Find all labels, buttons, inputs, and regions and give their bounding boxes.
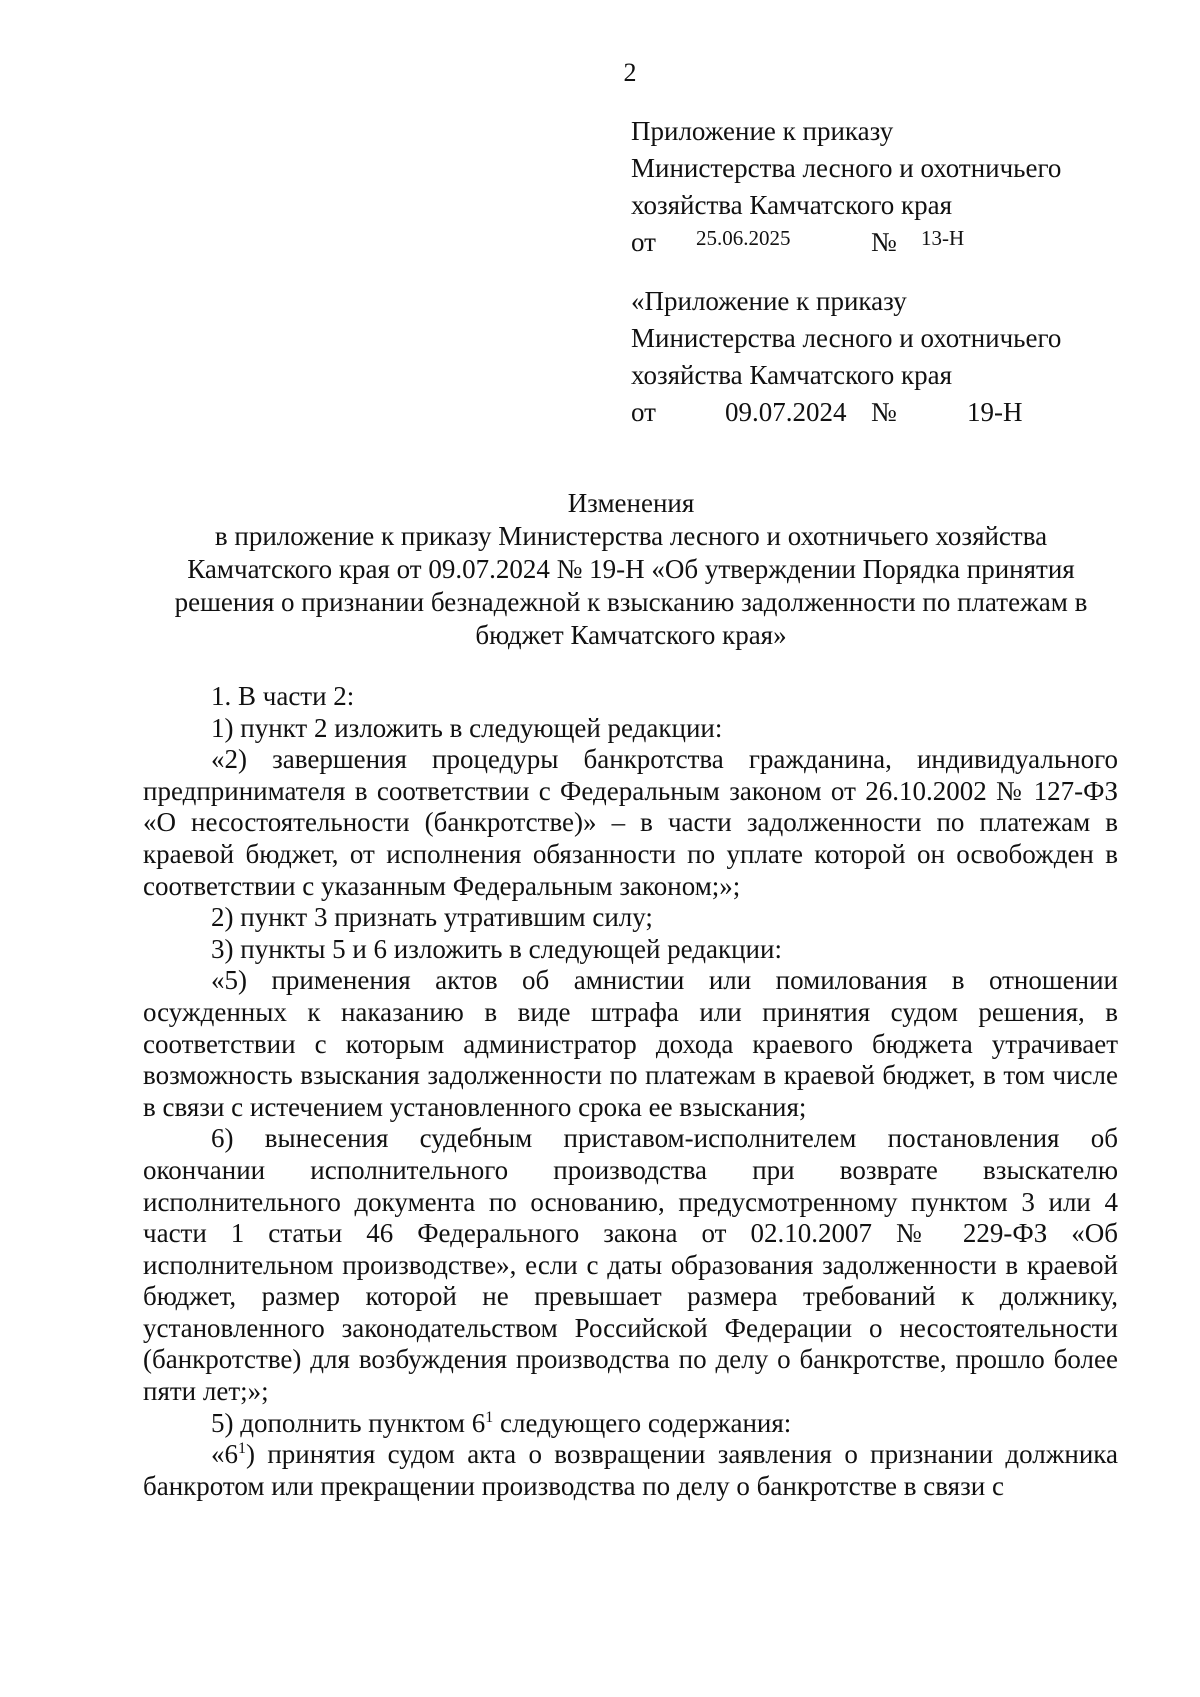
title-line: Изменения [567,488,695,518]
annex-date-number [631,394,1061,431]
annex-line: «Приложение к приказу [631,286,907,316]
order-number: 19-Н [967,397,1023,427]
paragraph-text: ) принятия судом акта о возвращении заявления о признании должника банкротом или прекращении производства по делу о банкротстве в связи с [143,1439,1118,1501]
order-date: 09.07.2024 [725,397,847,427]
page-number: 2 [623,58,637,87]
number-label: № [871,227,897,257]
superscript: 1 [238,1440,246,1458]
annex-line: хозяйства Камчатского края [631,360,953,390]
superscript: 1 [485,1408,494,1426]
document-body [143,681,1118,1502]
from-label: от [631,227,656,257]
paragraph-text: «6 [211,1439,238,1470]
paragraph-text: 5) дополнить пунктом 6 [211,1407,486,1438]
annex-date-number [631,224,1061,261]
paragraph-text: следующего содержания: [493,1407,792,1438]
annex-previous-order [631,283,1061,431]
order-number: 13-Н [921,226,965,250]
paragraph [143,1408,1118,1440]
paragraph: 3) пункты 5 и 6 изложить в следующей редакции: [211,933,782,964]
annex-line: Министерства лесного и охотничьего [631,323,1062,353]
paragraph: 1. В части 2: [211,681,355,711]
annex-line: хозяйства Камчатского края [631,190,953,220]
document-title [146,487,1116,652]
number-label: № [871,397,897,427]
annex-current-order [631,113,1061,261]
title-line: Камчатского края от 09.07.2024 № 19-Н «Об утверждении Порядка принятия [187,554,1075,584]
annex-line: Министерства лесного и охотничьего [631,153,1062,183]
from-label: от [631,397,656,427]
annex-line: Приложение к приказу [631,116,894,146]
paragraph [143,1439,1118,1502]
title-line: решения о признании безнадежной к взысканию задолженности по платежам в [174,587,1088,617]
paragraph: 6) вынесения судебным приставом-исполнителем постановления об окончании исполнительного производства при возврате взыскателю исполнительного документа по основанию, предусмотренному пунктом 3 или 4 части 1 статьи 46 Федерального закона от 02.10.2007 № 229-ФЗ «Об исполнительном производстве», если с даты образования задолженности в краевой бюджет, размер которой не превышает размера требований к должнику, установленного законодательством Российской Федерации о несостоятельности (банкротстве) для возбуждения производства по делу о банкротстве, прошло более пяти лет;»; [143,1123,1118,1407]
title-line: в приложение к приказу Министерства лесного и охотничьего хозяйства [214,521,1048,551]
paragraph: 1) пункт 2 изложить в следующей редакции: [211,712,723,743]
paragraph: 2) пункт 3 признать утратившим силу; [211,902,653,933]
paragraph: «5) применения актов об амнистии или помилования в отношении осужденных к наказанию в виде штрафа или принятия судом решения, в соответствии с которым администратор дохода краевого бюджета утрачивает возможность взыскания задолженности по платежам в краевой бюджет, в том числе в связи с истечением установленного срока ее взыскания; [143,965,1118,1122]
paragraph: «2) завершения процедуры банкротства гражданина, индивидуального предпринимателя в соответствии с Федеральным законом от 26.10.2002 № 127-ФЗ «О несостоятельности (банкротстве)» – в части задолженности по платежам в краевой бюджет, от исполнения обязанности по уплате которой он освобожден в соответствии с указанным Федеральным законом;»; [143,744,1118,901]
order-date: 25.06.2025 [696,226,791,250]
title-line: бюджет Камчатского края» [475,620,787,650]
